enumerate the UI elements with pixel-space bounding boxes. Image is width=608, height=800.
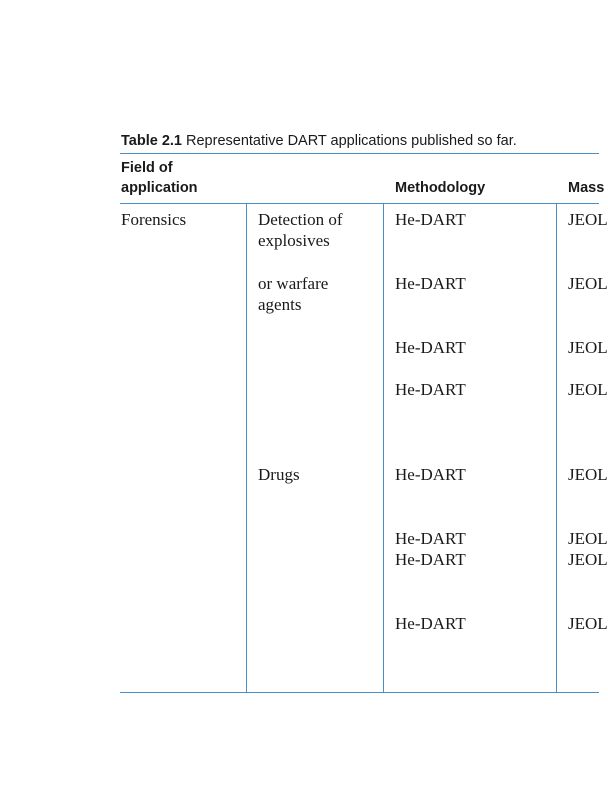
mass-spectrometer-cell: JEOL	[568, 614, 608, 633]
subfield-warfare-line2: agents	[258, 295, 302, 314]
methodology-cell: He-DART	[395, 338, 466, 357]
field-cell-forensics: Forensics	[121, 210, 187, 229]
table-caption-text: Representative DART applications published so far.	[186, 133, 517, 149]
table-header-rule	[120, 203, 599, 204]
mass-spectrometer-cell: JEOL	[568, 274, 608, 293]
methodology-cell: He-DART	[395, 614, 466, 633]
column-divider	[246, 203, 247, 692]
mass-spectrometer-cell: JEOL	[568, 465, 608, 484]
table-bottom-rule	[120, 692, 599, 693]
methodology-cell: He-DART	[395, 550, 466, 569]
table-caption-label: Table 2.1	[121, 133, 182, 149]
methodology-cell: He-DART	[395, 274, 466, 293]
table-top-rule	[120, 153, 599, 154]
mass-spectrometer-cell: JEOL	[568, 380, 608, 399]
column-divider	[383, 203, 384, 692]
header-field-line2: application	[121, 180, 198, 196]
subfield-drugs: Drugs	[258, 465, 300, 484]
subfield-explosives-line1: Detection of	[258, 210, 343, 229]
methodology-cell: He-DART	[395, 210, 466, 229]
methodology-cell: He-DART	[395, 380, 466, 399]
mass-spectrometer-cell: JEOL	[568, 550, 608, 569]
header-mass-spectrometer: Mass	[568, 180, 605, 196]
header-field-line1: Field of	[121, 160, 173, 176]
table-caption	[121, 133, 517, 149]
header-methodology: Methodology	[395, 180, 486, 196]
column-divider	[556, 203, 557, 692]
subfield-explosives-line2: explosives	[258, 231, 330, 250]
mass-spectrometer-cell: JEOL	[568, 529, 608, 548]
subfield-warfare-line1: or warfare	[258, 274, 329, 293]
methodology-cell: He-DART	[395, 465, 466, 484]
mass-spectrometer-cell: JEOL	[568, 338, 608, 357]
mass-spectrometer-cell: JEOL	[568, 210, 608, 229]
methodology-cell: He-DART	[395, 529, 466, 548]
